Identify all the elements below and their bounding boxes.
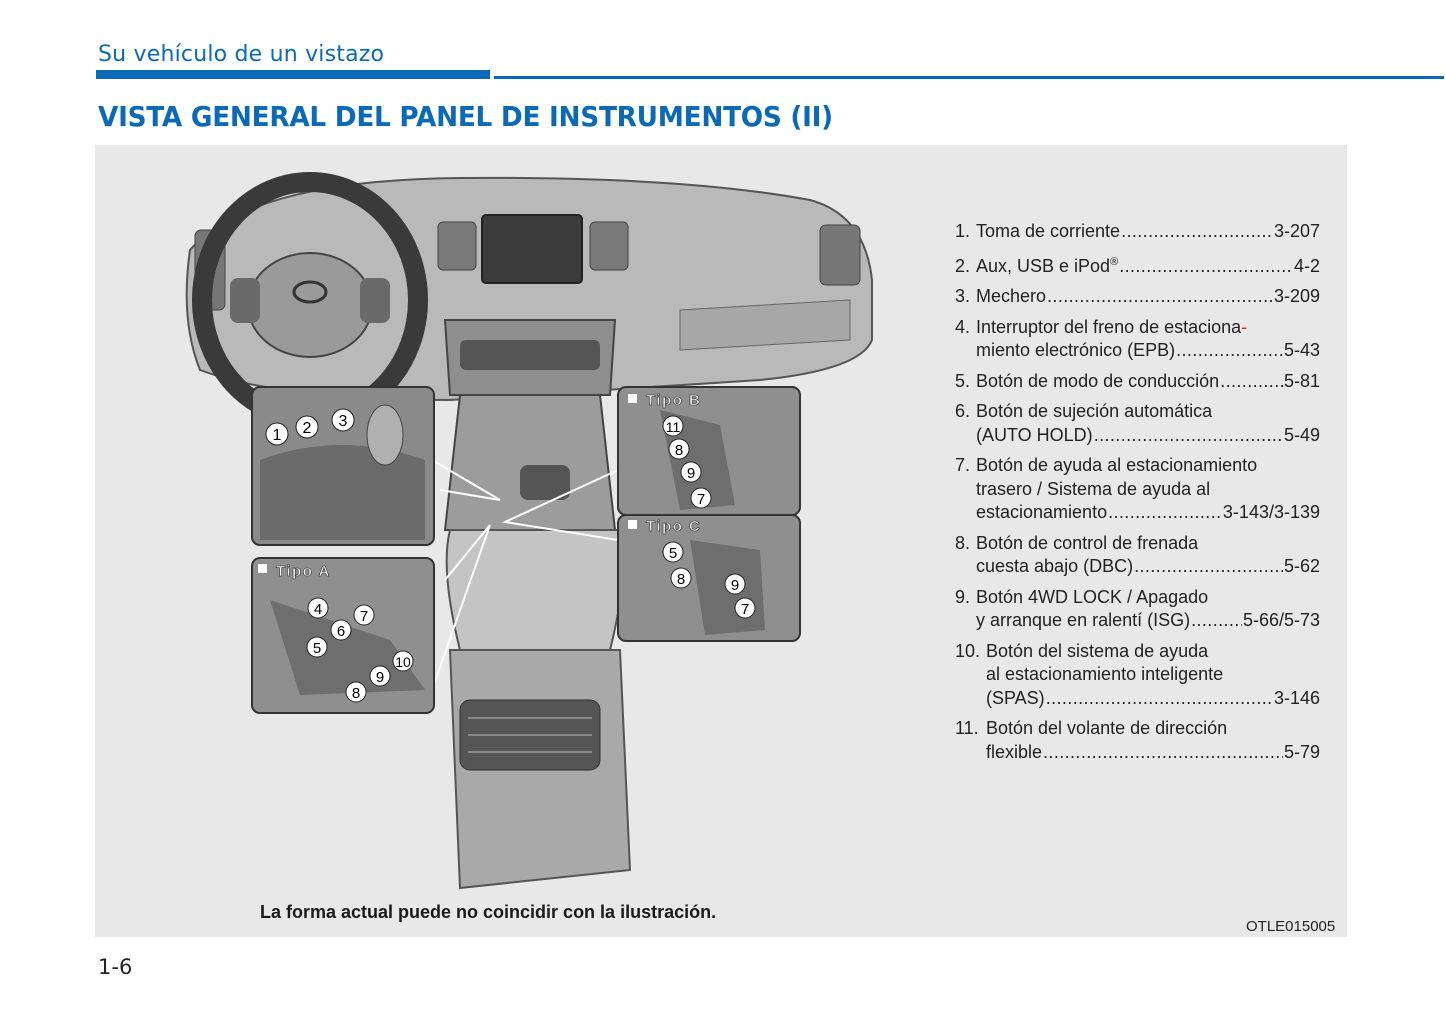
legend-item: 1. Toma de corriente ..... 3-207 bbox=[955, 220, 1320, 244]
dashboard-illustration bbox=[160, 170, 880, 895]
header-rule-thin bbox=[494, 76, 1444, 79]
section-title: Su vehículo de un vistazo bbox=[98, 42, 385, 67]
right-vent bbox=[820, 225, 860, 285]
figure-code: OTLE015005 bbox=[1246, 918, 1336, 935]
legend-item: 3. Mechero ..... 3-209 bbox=[955, 285, 1320, 309]
legend-item: 2. Aux, USB e iPod® ..... 4-2 bbox=[955, 251, 1320, 279]
callout-3-label: 3 bbox=[338, 413, 348, 430]
inset-tipo-c bbox=[618, 515, 800, 641]
center-vent-right bbox=[590, 222, 628, 270]
tipo-a-label: Tipo A bbox=[276, 563, 331, 580]
legend-list bbox=[955, 220, 1320, 771]
figure-caption: La forma actual puede no coincidir con la ilustración. bbox=[260, 902, 717, 922]
tipo-c-label: Tipo C bbox=[646, 518, 702, 535]
inset-tipo-a bbox=[252, 558, 434, 713]
callout-a-5: 5 bbox=[312, 640, 322, 657]
callout-a-6: 6 bbox=[336, 623, 346, 640]
legend-item: 10. Botón del sistema de ayuda al estacionamiento inteligente (SPAS) ..... 3-146 bbox=[955, 640, 1320, 711]
callout-b-8: 8 bbox=[674, 442, 684, 459]
center-screen bbox=[482, 215, 582, 283]
center-vent-left bbox=[438, 222, 476, 270]
callout-b-7: 7 bbox=[696, 491, 706, 508]
callout-a-4: 4 bbox=[313, 601, 323, 618]
legend-item: 9. Botón 4WD LOCK / Apagado y arranque en ralentí (ISG) ..... 5-66/5-73 bbox=[955, 586, 1320, 633]
callout-c-7: 7 bbox=[740, 601, 750, 618]
page-number: 1-6 bbox=[98, 955, 133, 979]
armrest bbox=[447, 530, 624, 650]
callout-c-5: 5 bbox=[668, 545, 678, 562]
legend-item: 8. Botón de control de frenada cuesta abajo (DBC) ..... 5-62 bbox=[955, 532, 1320, 579]
callout-c-9: 9 bbox=[730, 577, 740, 594]
legend-item: 4. Interruptor del freno de estaciona- miento electrónico (EPB) ..... 5-43 bbox=[955, 316, 1320, 363]
callout-a-10: 10 bbox=[395, 654, 411, 670]
callout-a-9: 9 bbox=[375, 669, 385, 686]
callout-2-label: 2 bbox=[302, 420, 312, 437]
callout-a-8: 8 bbox=[351, 685, 361, 702]
callout-1-label: 1 bbox=[272, 427, 282, 444]
inset-top bbox=[252, 387, 434, 545]
header-rule-thick bbox=[96, 70, 490, 79]
callout-b-9: 9 bbox=[686, 465, 696, 482]
legend-item: 7. Botón de ayuda al estacionamiento trasero / Sistema de ayuda al estacionamiento ..... 3-143/3-139 bbox=[955, 454, 1320, 525]
inset-tipo-b bbox=[618, 387, 800, 515]
callout-b-11: 11 bbox=[665, 419, 681, 435]
callout-c-8: 8 bbox=[676, 571, 686, 588]
callout-a-7: 7 bbox=[359, 608, 369, 625]
legend-item: 5. Botón de modo de conducción ..... 5-81 bbox=[955, 370, 1320, 394]
tipo-b-label: Tipo B bbox=[646, 392, 702, 409]
page-title: VISTA GENERAL DEL PANEL DE INSTRUMENTOS (II) bbox=[98, 100, 833, 133]
legend-item: 6. Botón de sujeción automática (AUTO HOLD) ..... 5-49 bbox=[955, 400, 1320, 447]
legend-item: 11. Botón del volante de dirección flexible ..... 5-79 bbox=[955, 717, 1320, 764]
